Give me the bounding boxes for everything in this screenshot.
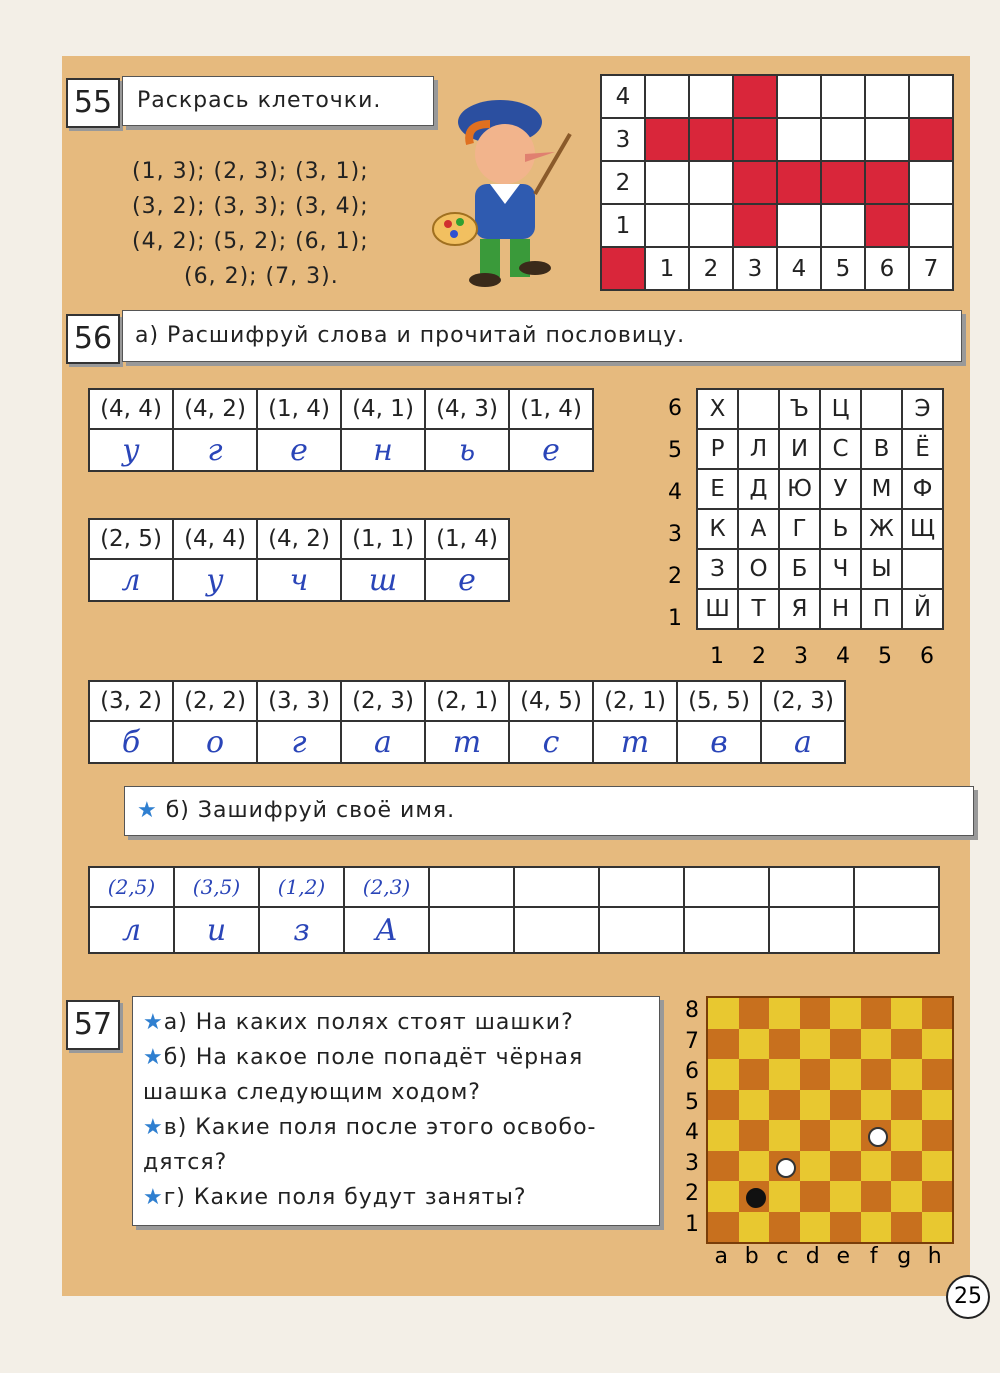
alphabet-cell: Ц: [820, 389, 861, 429]
board-square[interactable]: [739, 1120, 770, 1151]
board-square[interactable]: [769, 1181, 800, 1212]
ex55-coords: [132, 154, 369, 294]
board-square[interactable]: [708, 1029, 739, 1060]
board-rank-label: 7: [685, 1028, 699, 1054]
grid-cell[interactable]: [909, 118, 953, 161]
grid-col-label: 1: [645, 247, 689, 290]
alphabet-cell: З: [697, 549, 738, 589]
answer-cell[interactable]: е: [425, 559, 509, 601]
grid-cell[interactable]: [777, 118, 821, 161]
star-icon: ★: [143, 1115, 164, 1140]
grid-cell[interactable]: [821, 118, 865, 161]
grid-col-label: 7: [909, 247, 953, 290]
checkers-board: [706, 996, 954, 1244]
grid-cell[interactable]: [865, 204, 909, 247]
coord-cell: (4, 4): [173, 519, 257, 559]
alphabet-cell: Ъ: [779, 389, 820, 429]
name-letter-cell[interactable]: [429, 907, 514, 953]
coord-cell: (5, 5): [677, 681, 761, 721]
alphabet-cell: Й: [902, 589, 943, 629]
cipher-word-1: [88, 388, 594, 472]
answer-cell[interactable]: б: [89, 721, 173, 763]
board-file-label: f: [869, 1244, 878, 1269]
board-square[interactable]: [891, 1212, 922, 1243]
board-rank-label: 3: [685, 1150, 699, 1176]
board-square[interactable]: [891, 1029, 922, 1060]
board-square[interactable]: [739, 1029, 770, 1060]
board-square[interactable]: [739, 1090, 770, 1121]
board-rank-label: 6: [685, 1059, 699, 1084]
alphabet-cell: Б: [779, 549, 820, 589]
board-square[interactable]: [830, 1059, 861, 1090]
alphabet-cell: Р: [697, 429, 738, 469]
alphabet-cell: Л: [738, 429, 779, 469]
alphabet-cell: [902, 549, 943, 589]
question-b-text: б) На какое поле попадёт чёрная: [163, 1045, 584, 1070]
name-cipher-table[interactable]: [88, 866, 940, 954]
question-d-text: г) Какие поля будут заняты?: [163, 1185, 527, 1210]
name-letter-cell[interactable]: з: [259, 907, 344, 953]
coloring-grid: [600, 74, 954, 291]
coord-cell: (2, 3): [341, 681, 425, 721]
grid-col-label: 4: [777, 247, 821, 290]
grid-cell[interactable]: [645, 204, 689, 247]
star-icon: ★: [137, 798, 158, 823]
name-coord-cell[interactable]: [429, 867, 514, 907]
alphabet-cell: Ь: [820, 509, 861, 549]
alphabet-cell: О: [738, 549, 779, 589]
alphabet-cell: Ю: [779, 469, 820, 509]
alphabet-col-label: 3: [794, 644, 808, 669]
exercise-57-questions: [132, 996, 660, 1226]
grid-cell[interactable]: [909, 161, 953, 204]
alphabet-row-label: 6: [668, 396, 682, 421]
board-rank-labels: [680, 996, 704, 1240]
coord-cell: (4, 5): [509, 681, 593, 721]
alphabet-cell: П: [861, 589, 902, 629]
alphabet-col-label: 5: [878, 644, 892, 669]
answer-cell[interactable]: г: [173, 429, 257, 471]
board-square[interactable]: [861, 1151, 892, 1182]
board-file-label: d: [805, 1244, 820, 1269]
alphabet-row-label: 2: [668, 564, 682, 589]
board-square[interactable]: [769, 1212, 800, 1243]
name-coord-cell[interactable]: (1,2): [259, 867, 344, 907]
ex55-coords-line: (4, 2); (5, 2); (6, 1);: [132, 229, 369, 254]
grid-cell[interactable]: [777, 75, 821, 118]
board-square[interactable]: [922, 1090, 953, 1121]
alphabet-row-label: 5: [668, 438, 682, 463]
board-file-label: e: [836, 1244, 851, 1269]
name-letter-cell[interactable]: [769, 907, 854, 953]
answer-cell[interactable]: ч: [257, 559, 341, 601]
alphabet-cell: Щ: [902, 509, 943, 549]
alphabet-row-label: 4: [668, 480, 682, 505]
board-square[interactable]: [861, 1059, 892, 1090]
page-number: 25: [946, 1275, 990, 1319]
grid-col-label: 3: [733, 247, 777, 290]
board-square[interactable]: [922, 1151, 953, 1182]
name-coord-cell[interactable]: (2,3): [344, 867, 429, 907]
board-square[interactable]: [891, 1059, 922, 1090]
board-square[interactable]: [891, 1090, 922, 1121]
board-square[interactable]: [708, 1181, 739, 1212]
alphabet-cell: Н: [820, 589, 861, 629]
board-file-labels: [706, 1244, 950, 1269]
ex55-coords-line: (3, 2); (3, 3); (3, 4);: [132, 194, 369, 219]
alphabet-cell: У: [820, 469, 861, 509]
question-a-text: а) На каких полях стоят шашки?: [163, 1010, 574, 1035]
answer-cell[interactable]: г: [257, 721, 341, 763]
grid-row-label: 2: [601, 161, 645, 204]
coord-cell: (4, 2): [257, 519, 341, 559]
board-square[interactable]: [830, 1181, 861, 1212]
answer-cell[interactable]: о: [173, 721, 257, 763]
board-square[interactable]: [800, 1059, 831, 1090]
exercise-number-57: 57: [66, 1000, 120, 1050]
board-file-label: g: [897, 1244, 912, 1269]
board-square[interactable]: [830, 1029, 861, 1060]
cipher-word-3: [88, 680, 846, 764]
answer-cell[interactable]: а: [761, 721, 845, 763]
name-letter-cell[interactable]: л: [89, 907, 174, 953]
board-square[interactable]: [739, 998, 770, 1029]
coord-cell: (1, 4): [509, 389, 593, 429]
alphabet-cell: В: [861, 429, 902, 469]
coord-cell: (1, 4): [425, 519, 509, 559]
coord-cell: (2, 5): [89, 519, 173, 559]
alphabet-cell: Ф: [902, 469, 943, 509]
grid-cell[interactable]: [865, 75, 909, 118]
board-square[interactable]: [861, 1181, 892, 1212]
grid-cell[interactable]: [777, 204, 821, 247]
ex55-coords-line: (6, 2); (7, 3).: [184, 264, 339, 289]
exercise-55-title: Раскрась клеточки.: [122, 76, 434, 126]
grid-cell[interactable]: [909, 75, 953, 118]
white-checker[interactable]: [776, 1158, 796, 1178]
alphabet-cell: Ч: [820, 549, 861, 589]
grid-cell[interactable]: [733, 75, 777, 118]
board-file-label: a: [714, 1244, 728, 1269]
alphabet-cell: Я: [779, 589, 820, 629]
alphabet-grid: [696, 388, 944, 630]
grid-col-label: 2: [689, 247, 733, 290]
board-rank-label: 4: [685, 1120, 699, 1145]
board-file-label: b: [744, 1244, 759, 1269]
alphabet-row-label: 3: [668, 522, 682, 547]
alphabet-cell: Ы: [861, 549, 902, 589]
board-square[interactable]: [769, 1120, 800, 1151]
grid-cell[interactable]: [733, 204, 777, 247]
coord-cell: (4, 3): [425, 389, 509, 429]
board-file-label: c: [776, 1244, 789, 1269]
grid-cell[interactable]: [645, 161, 689, 204]
alphabet-cell: Ж: [861, 509, 902, 549]
name-coord-cell[interactable]: (3,5): [174, 867, 259, 907]
answer-cell[interactable]: н: [341, 429, 425, 471]
alphabet-col-label: 4: [836, 644, 850, 669]
answer-cell[interactable]: л: [89, 559, 173, 601]
grid-cell[interactable]: [865, 161, 909, 204]
board-square[interactable]: [891, 998, 922, 1029]
name-letter-cell[interactable]: [514, 907, 599, 953]
star-icon: ★: [143, 1045, 164, 1070]
coord-cell: (4, 4): [89, 389, 173, 429]
board-rank-label: 1: [685, 1211, 699, 1237]
grid-cell[interactable]: [909, 204, 953, 247]
alphabet-cell: Г: [779, 509, 820, 549]
board-file-label: h: [927, 1244, 942, 1269]
board-square[interactable]: [800, 1120, 831, 1151]
board-rank-label: 2: [685, 1181, 699, 1206]
grid-cell[interactable]: [777, 161, 821, 204]
name-coord-cell[interactable]: [769, 867, 854, 907]
alphabet-cell: К: [697, 509, 738, 549]
question-a: [143, 1005, 649, 1040]
alphabet-row-label: 1: [668, 606, 682, 631]
board-square[interactable]: [922, 1059, 953, 1090]
board-square[interactable]: [769, 1090, 800, 1121]
coord-cell: (2, 1): [593, 681, 677, 721]
name-coord-cell[interactable]: [599, 867, 684, 907]
alphabet-cell: А: [738, 509, 779, 549]
question-b: [143, 1040, 649, 1075]
grid-origin-cell: [601, 247, 645, 290]
board-square[interactable]: [891, 1120, 922, 1151]
answer-cell[interactable]: с: [509, 721, 593, 763]
board-square[interactable]: [769, 1029, 800, 1060]
board-square[interactable]: [861, 998, 892, 1029]
answer-cell[interactable]: т: [593, 721, 677, 763]
board-square[interactable]: [922, 1029, 953, 1060]
board-square[interactable]: [800, 1181, 831, 1212]
board-square[interactable]: [708, 1059, 739, 1090]
coord-cell: (3, 2): [89, 681, 173, 721]
grid-cell[interactable]: [645, 118, 689, 161]
answer-cell[interactable]: у: [173, 559, 257, 601]
grid-row-label: 1: [601, 204, 645, 247]
alphabet-cell: Ё: [902, 429, 943, 469]
coord-cell: (4, 2): [173, 389, 257, 429]
answer-cell[interactable]: в: [677, 721, 761, 763]
alphabet-cell: Э: [902, 389, 943, 429]
alphabet-col-label: 6: [920, 644, 934, 669]
coord-cell: (2, 2): [173, 681, 257, 721]
painter-illustration: [430, 84, 595, 290]
black-checker[interactable]: [746, 1188, 766, 1208]
coord-cell: (2, 1): [425, 681, 509, 721]
board-square[interactable]: [830, 1212, 861, 1243]
board-square[interactable]: [739, 1059, 770, 1090]
board-square[interactable]: [708, 998, 739, 1029]
board-square[interactable]: [922, 998, 953, 1029]
board-square[interactable]: [861, 1212, 892, 1243]
answer-cell[interactable]: е: [257, 429, 341, 471]
board-square[interactable]: [800, 1151, 831, 1182]
grid-cell[interactable]: [821, 161, 865, 204]
grid-col-label: 5: [821, 247, 865, 290]
question-d: [143, 1180, 649, 1215]
question-b-cont: шашка следующим ходом?: [143, 1080, 481, 1105]
name-letter-cell[interactable]: и: [174, 907, 259, 953]
task-b-text: б) Зашифруй своё имя.: [165, 798, 456, 823]
grid-cell[interactable]: [733, 161, 777, 204]
alphabet-col-label: 2: [752, 644, 766, 669]
alphabet-cell: С: [820, 429, 861, 469]
alphabet-cell: Д: [738, 469, 779, 509]
board-square[interactable]: [708, 1212, 739, 1243]
grid-cell[interactable]: [689, 75, 733, 118]
board-square[interactable]: [739, 1181, 770, 1212]
alphabet-cell: Е: [697, 469, 738, 509]
answer-cell[interactable]: т: [425, 721, 509, 763]
alphabet-column-labels: [696, 644, 948, 669]
grid-row-label: 3: [601, 118, 645, 161]
board-square[interactable]: [800, 1212, 831, 1243]
name-letter-cell[interactable]: [684, 907, 769, 953]
answer-cell[interactable]: у: [89, 429, 173, 471]
grid-cell[interactable]: [689, 204, 733, 247]
grid-cell[interactable]: [689, 161, 733, 204]
grid-cell[interactable]: [645, 75, 689, 118]
board-square[interactable]: [922, 1212, 953, 1243]
board-square[interactable]: [800, 1029, 831, 1060]
grid-col-label: 6: [865, 247, 909, 290]
alphabet-cell: [861, 389, 902, 429]
board-square[interactable]: [861, 1120, 892, 1151]
board-square[interactable]: [891, 1151, 922, 1182]
board-square[interactable]: [739, 1212, 770, 1243]
name-coord-cell[interactable]: [514, 867, 599, 907]
board-square[interactable]: [708, 1090, 739, 1121]
board-rank-label: 5: [685, 1089, 699, 1115]
alphabet-cell: [738, 389, 779, 429]
board-square[interactable]: [800, 1090, 831, 1121]
alphabet-cell: Т: [738, 589, 779, 629]
grid-cell[interactable]: [733, 118, 777, 161]
alphabet-col-label: 1: [710, 644, 724, 669]
exercise-number-56: 56: [66, 314, 120, 364]
board-square[interactable]: [830, 1151, 861, 1182]
name-coord-cell[interactable]: (2,5): [89, 867, 174, 907]
board-square[interactable]: [861, 1029, 892, 1060]
coord-cell: (4, 1): [341, 389, 425, 429]
board-square[interactable]: [800, 998, 831, 1029]
board-square[interactable]: [830, 1120, 861, 1151]
alphabet-row-labels: [660, 388, 690, 640]
board-square[interactable]: [922, 1181, 953, 1212]
exercise-number-55: 55: [66, 78, 120, 128]
board-square[interactable]: [708, 1151, 739, 1182]
grid-row-label: 4: [601, 75, 645, 118]
board-square[interactable]: [891, 1181, 922, 1212]
question-c-text: в) Какие поля после этого освобо-: [163, 1115, 597, 1140]
star-icon: ★: [143, 1185, 164, 1210]
grid-cell[interactable]: [821, 204, 865, 247]
alphabet-cell: М: [861, 469, 902, 509]
board-square[interactable]: [739, 1151, 770, 1182]
ex55-coords-line: (1, 3); (2, 3); (3, 1);: [132, 159, 369, 184]
question-c-cont: дятся?: [143, 1150, 228, 1175]
answer-cell[interactable]: е: [509, 429, 593, 471]
name-letter-cell[interactable]: [854, 907, 939, 953]
board-square[interactable]: [769, 1151, 800, 1182]
exercise-56-task-a: а) Расшифруй слова и прочитай пословицу.: [122, 310, 962, 362]
alphabet-cell: Х: [697, 389, 738, 429]
board-rank-label: 8: [685, 998, 699, 1023]
exercise-56-task-b: [124, 786, 974, 836]
answer-cell[interactable]: а: [341, 721, 425, 763]
question-c: [143, 1110, 649, 1145]
grid-cell[interactable]: [689, 118, 733, 161]
board-square[interactable]: [861, 1090, 892, 1121]
name-letter-cell[interactable]: А: [344, 907, 429, 953]
name-letter-cell[interactable]: [599, 907, 684, 953]
coord-cell: (1, 4): [257, 389, 341, 429]
board-square[interactable]: [922, 1120, 953, 1151]
answer-cell[interactable]: ш: [341, 559, 425, 601]
grid-cell[interactable]: [865, 118, 909, 161]
coord-cell: (2, 3): [761, 681, 845, 721]
answer-cell[interactable]: ь: [425, 429, 509, 471]
coord-cell: (3, 3): [257, 681, 341, 721]
board-square[interactable]: [769, 998, 800, 1029]
board-square[interactable]: [708, 1120, 739, 1151]
coord-cell: (1, 1): [341, 519, 425, 559]
board-square[interactable]: [830, 1090, 861, 1121]
alphabet-cell: И: [779, 429, 820, 469]
grid-cell[interactable]: [821, 75, 865, 118]
board-square[interactable]: [769, 1059, 800, 1090]
white-checker[interactable]: [868, 1127, 888, 1147]
alphabet-cell: Ш: [697, 589, 738, 629]
name-coord-cell[interactable]: [854, 867, 939, 907]
board-square[interactable]: [830, 998, 861, 1029]
star-icon: ★: [143, 1010, 164, 1035]
name-coord-cell[interactable]: [684, 867, 769, 907]
cipher-word-2: [88, 518, 510, 602]
